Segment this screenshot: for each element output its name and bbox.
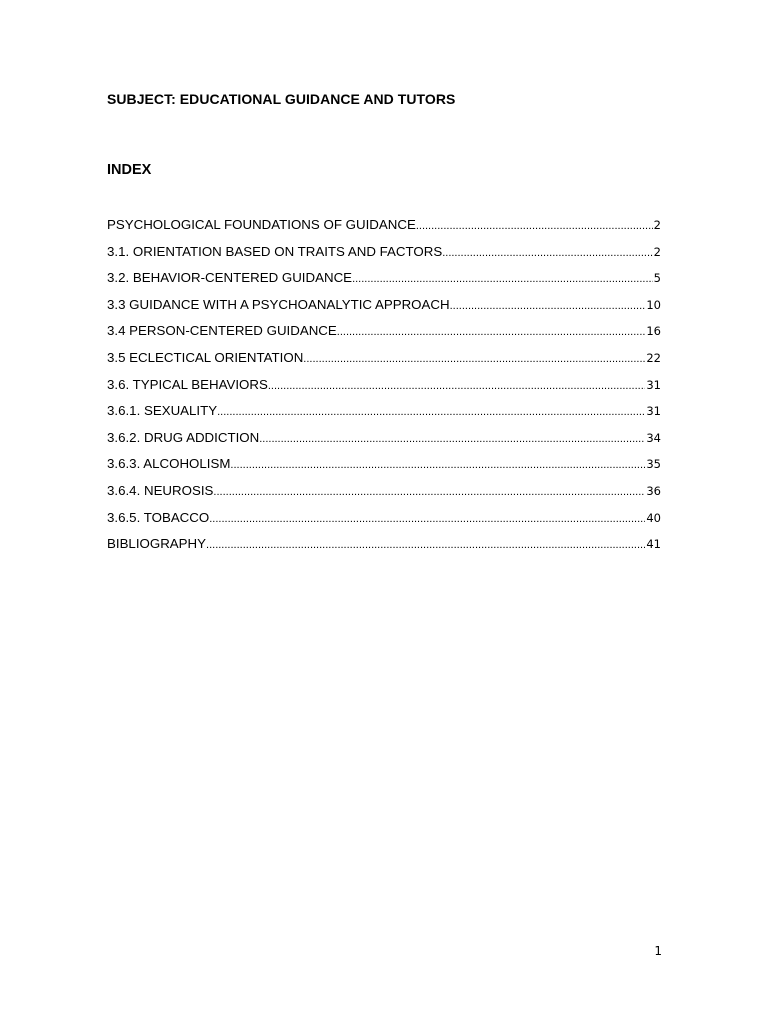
toc-entry-page: 5 [653,271,661,286]
toc-dot-leader [206,535,645,555]
toc-entry-page: 2 [653,244,661,259]
toc-entry-title: 3.3 GUIDANCE WITH A PSYCHOANALYTIC APPROACH [107,296,450,312]
toc-dot-leader [352,269,653,289]
toc-entry-title: 3.6.3. ALCOHOLISM [107,456,231,472]
toc-entry-title: BIBLIOGRAPHY [107,536,207,552]
toc-entry-title: 3.6.5. TOBACCO [107,509,210,525]
toc-entry[interactable] [107,454,661,481]
toc-entry[interactable] [107,401,661,428]
toc-entry-title: 3.4 PERSON-CENTERED GUIDANCE [107,323,337,339]
toc-entry[interactable] [107,375,661,402]
toc-entry-title: 3.6.4. NEUROSIS [107,482,214,498]
toc-dot-leader [268,376,646,396]
toc-entry-page: 2 [653,218,661,232]
toc-entry-title: 3.6. TYPICAL BEHAVIORS [107,376,268,392]
toc-dot-leader [217,402,645,422]
toc-entry-title: 3.2. BEHAVIOR-CENTERED GUIDANCE [107,270,353,286]
toc-entry-page: 34 [646,430,661,445]
toc-entry[interactable] [107,534,661,561]
toc-entry-page: 22 [646,350,661,365]
toc-entry-page: 35 [646,457,661,472]
toc-entry-page: 36 [646,483,661,498]
toc-entry-page: 10 [646,297,661,312]
subject-heading: SUBJECT: EDUCATIONAL GUIDANCE AND TUTORS [107,91,456,107]
table-of-contents [107,215,661,561]
toc-dot-leader [213,482,645,502]
toc-entry[interactable] [107,268,661,295]
toc-dot-leader [416,216,653,236]
toc-entry-page: 41 [646,537,661,552]
toc-dot-leader [442,243,652,263]
toc-dot-leader [303,349,645,369]
toc-entry[interactable] [107,295,661,322]
toc-entry[interactable] [107,428,661,455]
toc-entry[interactable] [107,242,661,269]
toc-entry[interactable] [107,215,661,242]
toc-entry[interactable] [107,321,661,348]
index-heading: INDEX [107,162,152,178]
toc-entry[interactable] [107,348,661,375]
toc-entry-page: 16 [646,324,661,339]
toc-dot-leader [209,509,645,529]
toc-dot-leader [230,455,645,475]
toc-entry-page: 31 [646,404,661,419]
toc-entry-title: 3.6.1. SEXUALITY [107,403,218,419]
toc-entry-page: 40 [646,510,661,525]
toc-entry-title: 3.5 ECLECTICAL ORIENTATION [107,349,304,365]
page-number: 1 [654,944,662,958]
toc-entry-title: PSYCHOLOGICAL FOUNDATIONS OF GUIDANCE [107,217,416,232]
toc-entry-title: 3.1. ORIENTATION BASED ON TRAITS AND FACTORS [107,243,443,259]
toc-dot-leader [450,296,646,316]
toc-dot-leader [259,429,645,449]
toc-entry[interactable] [107,508,661,535]
toc-entry-page: 31 [646,377,661,392]
toc-dot-leader [337,322,646,342]
toc-entry-title: 3.6.2. DRUG ADDICTION [107,429,260,445]
toc-entry[interactable] [107,481,661,508]
